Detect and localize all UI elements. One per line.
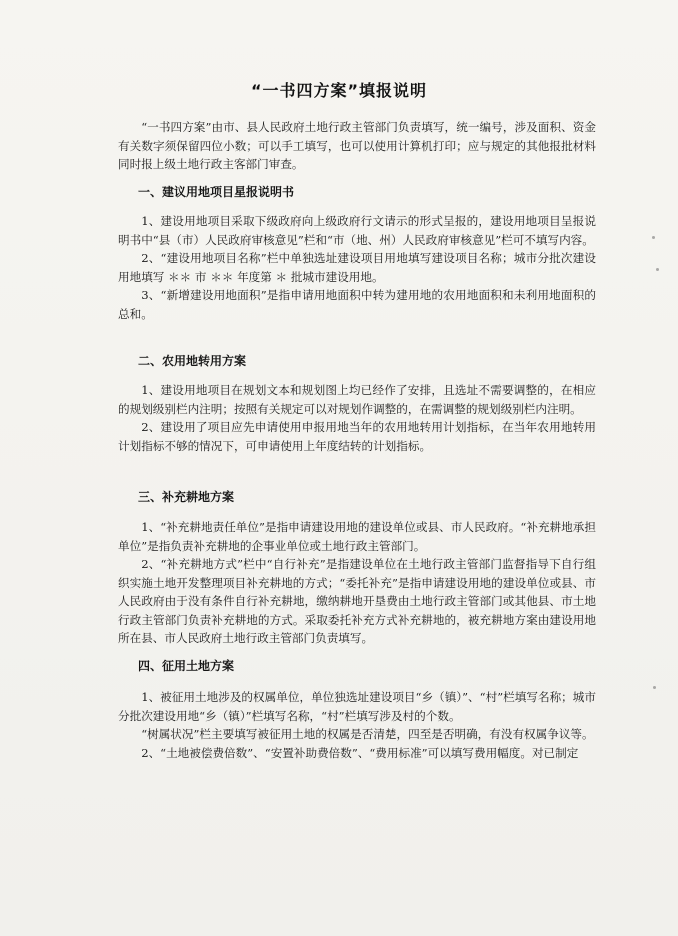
section-1-paragraph-2: 2、“建设用地项目名称”栏中单独选址建设项目用地填写建设项目名称；城市分批次建设用地填写 ＊＊ 市 ＊＊ 年度第 ＊ 批城市建设用地。 — [118, 251, 596, 284]
section-4-body — [118, 688, 596, 762]
section-4-paragraph-2: “树属状况”栏主要填写被征用土地的权属是否清楚，四至是否明确，有没有权属争议等。 — [141, 727, 594, 741]
section-1-body — [118, 212, 596, 323]
section-3-paragraph-2: 2、“补充耕地方式”栏中“自行补充”是指建设单位在土地行政主管部门监督指导下自行组织实施土地开发整理项目补充耕地的方式；“委托补充”是指申请建设用地的建设单位或县、市人民政府由于没有条件自行补充耕地，缴纳耕地开垦费由土地行政主管部门或其他县、市土地行政主管部门负责补充耕地的方式。采取委托补充方式补充耕地的，被充耕地方案由建设用地所在县、市人民政府土地行政主管部门负责填写。 — [118, 557, 596, 645]
section-2-body — [118, 381, 596, 455]
section-1-paragraph-3: 3、“新增建设用地面积”是指申请用地面积中转为建用地的农用地面积和未利用地面积的总和。 — [118, 288, 596, 321]
intro-paragraph — [118, 118, 596, 174]
section-heading-2: 二、农用地转用方案 — [138, 354, 247, 368]
section-heading-3: 三、补充耕地方案 — [138, 490, 235, 504]
page-title: “一书四方案”填报说明 — [250, 81, 428, 100]
section-3-body — [118, 518, 596, 648]
section-3-paragraph-1: 1、“补充耕地责任单位”是指申请建设用地的建设单位或县、市人民政府。“补充耕地承担单位”是指负责补充耕地的企事业单位或土地行政主管部门。 — [118, 520, 596, 553]
section-1-paragraph-1: 1、建设用地项目采取下级政府向上级政府行文请示的形式呈报的，建设用地项目呈报说明书中“县（市）人民政府审核意见”栏和“市（地、州）人民政府审核意见”栏可不填写内容。 — [118, 214, 596, 247]
scan-speck — [653, 686, 656, 689]
section-heading-1: 一、建议用地项目星报说明书 — [138, 185, 295, 199]
section-heading-4: 四、征用土地方案 — [138, 659, 235, 673]
section-4-paragraph-3: 2、“土地被偿费倍数”、“安置补助费倍数”、“费用标准”可以填写费用幅度。对已制定 — [141, 745, 579, 760]
section-2-paragraph-1: 1、建设用地项目在规划文本和规划图上均已经作了安排，且选址不需要调整的，在相应的规划级别栏内注明；按照有关规定可以对规划作调整的，在需调整的规划级别栏内注明。 — [118, 383, 596, 416]
scan-speck — [652, 236, 655, 239]
scan-speck — [656, 268, 659, 271]
section-2-paragraph-2: 2、建设用了项目应先申请使用申报用地当年的农用地转用计划指标，在当年农用地转用计划指标不够的情况下，可申请使用上年度结转的计划指标。 — [118, 420, 596, 453]
intro-text: “一书四方案”由市、县人民政府土地行政主管部门负责填写，统一编号，涉及面积、资金有关数字须保留四位小数；可以手工填写，也可以使用计算机打印；应与规定的其他报批材料同时报上级土地行政主客部门审查。 — [118, 120, 596, 171]
section-4-paragraph-1: 1、被征用土地涉及的权属单位，单位独选址建设项目“乡（镇）”、“村”栏填写名称；城市分批次建设用地“乡（镇）”栏填写名称，“村”栏填写涉及村的个数。 — [118, 690, 596, 723]
